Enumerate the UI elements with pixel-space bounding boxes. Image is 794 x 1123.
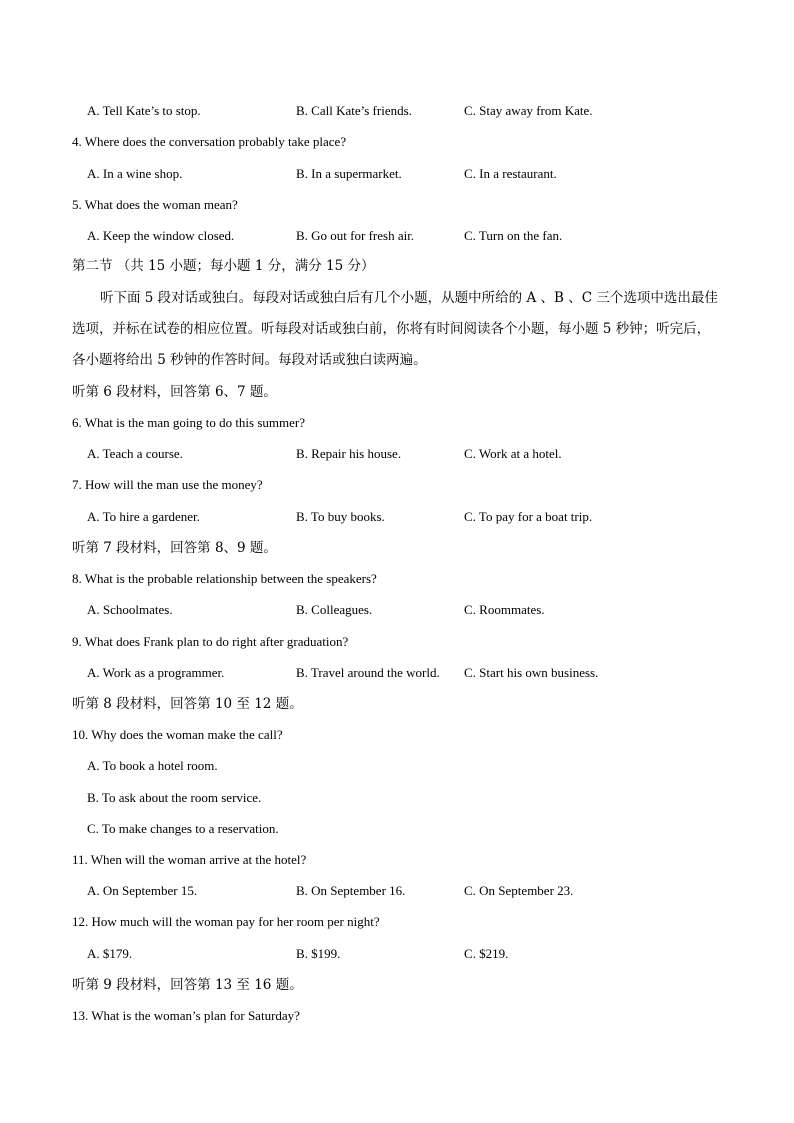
material-8-heading: 听第 8 段材料，回答第 10 至 12 题。 (72, 696, 303, 712)
material-6-heading: 听第 6 段材料，回答第 6、7 题。 (72, 384, 277, 400)
q3-option-b: B. Call Kate’s friends. (296, 103, 412, 118)
q12-option-a: A. $179. (87, 946, 133, 961)
q12-option-c: C. $219. (464, 946, 509, 961)
q11-stem: 11. When will the woman arrive at the hotel? (72, 852, 307, 867)
q6-option-a: A. Teach a course. (87, 446, 183, 461)
q7-option-b: B. To buy books. (296, 509, 385, 524)
instructions-line-3: 各小题将给出 5 秒钟的作答时间。每段对话或独白读两遍。 (72, 352, 427, 368)
material-9-heading: 听第 9 段材料，回答第 13 至 16 题。 (72, 977, 303, 993)
q7-stem: 7. How will the man use the money? (72, 477, 263, 492)
q5-option-c: C. Turn on the fan. (464, 228, 563, 243)
q9-option-b: B. Travel around the world. (296, 665, 440, 680)
q11-option-c: C. On September 23. (464, 883, 574, 898)
section-title: 第二节 （共 15 小题；每小题 1 分，满分 15 分） (72, 258, 375, 274)
q6-option-c: C. Work at a hotel. (464, 446, 562, 461)
q11-option-b: B. On September 16. (296, 883, 406, 898)
q8-stem: 8. What is the probable relationship between the speakers? (72, 571, 377, 586)
q10-option-c: C. To make changes to a reservation. (87, 821, 279, 836)
q8-option-c: C. Roommates. (464, 602, 545, 617)
q12-stem: 12. How much will the woman pay for her room per night? (72, 914, 380, 929)
q6-option-b: B. Repair his house. (296, 446, 402, 461)
q11-option-a: A. On September 15. (87, 883, 198, 898)
q10-option-a: A. To book a hotel room. (87, 758, 218, 773)
q5-option-b: B. Go out for fresh air. (296, 228, 415, 243)
material-7-heading: 听第 7 段材料，回答第 8、9 题。 (72, 540, 277, 556)
q9-stem: 9. What does Frank plan to do right after graduation? (72, 634, 349, 649)
q5-stem: 5. What does the woman mean? (72, 197, 238, 212)
instructions-line-1: 听下面 5 段对话或独白。每段对话或独白后有几个小题，从题中所给的 A 、B 、C 三个选项中选出最佳 (100, 290, 718, 306)
q8-option-b: B. Colleagues. (296, 602, 373, 617)
q4-option-a: A. In a wine shop. (87, 166, 183, 181)
q10-option-b: B. To ask about the room service. (87, 790, 262, 805)
q7-option-a: A. To hire a gardener. (87, 509, 200, 524)
q7-option-c: C. To pay for a boat trip. (464, 509, 593, 524)
q5-option-a: A. Keep the window closed. (87, 228, 235, 243)
q12-option-b: B. $199. (296, 946, 341, 961)
q4-stem: 4. Where does the conversation probably take place? (72, 134, 347, 149)
q13-stem: 13. What is the woman’s plan for Saturday? (72, 1008, 300, 1023)
q10-stem: 10. Why does the woman make the call? (72, 727, 283, 742)
instructions-line-2: 选项，并标在试卷的相应位置。听每段对话或独白前，你将有时间阅读各个小题，每小题 5 秒钟；听完后， (72, 321, 711, 337)
q6-stem: 6. What is the man going to do this summer? (72, 415, 306, 430)
q9-option-a: A. Work as a programmer. (87, 665, 225, 680)
q9-option-c: C. Start his own business. (464, 665, 599, 680)
q4-option-c: C. In a restaurant. (464, 166, 557, 181)
q3-option-a: A. Tell Kate’s to stop. (87, 103, 201, 118)
q8-option-a: A. Schoolmates. (87, 602, 173, 617)
q4-option-b: B. In a supermarket. (296, 166, 402, 181)
q3-option-c: C. Stay away from Kate. (464, 103, 593, 118)
